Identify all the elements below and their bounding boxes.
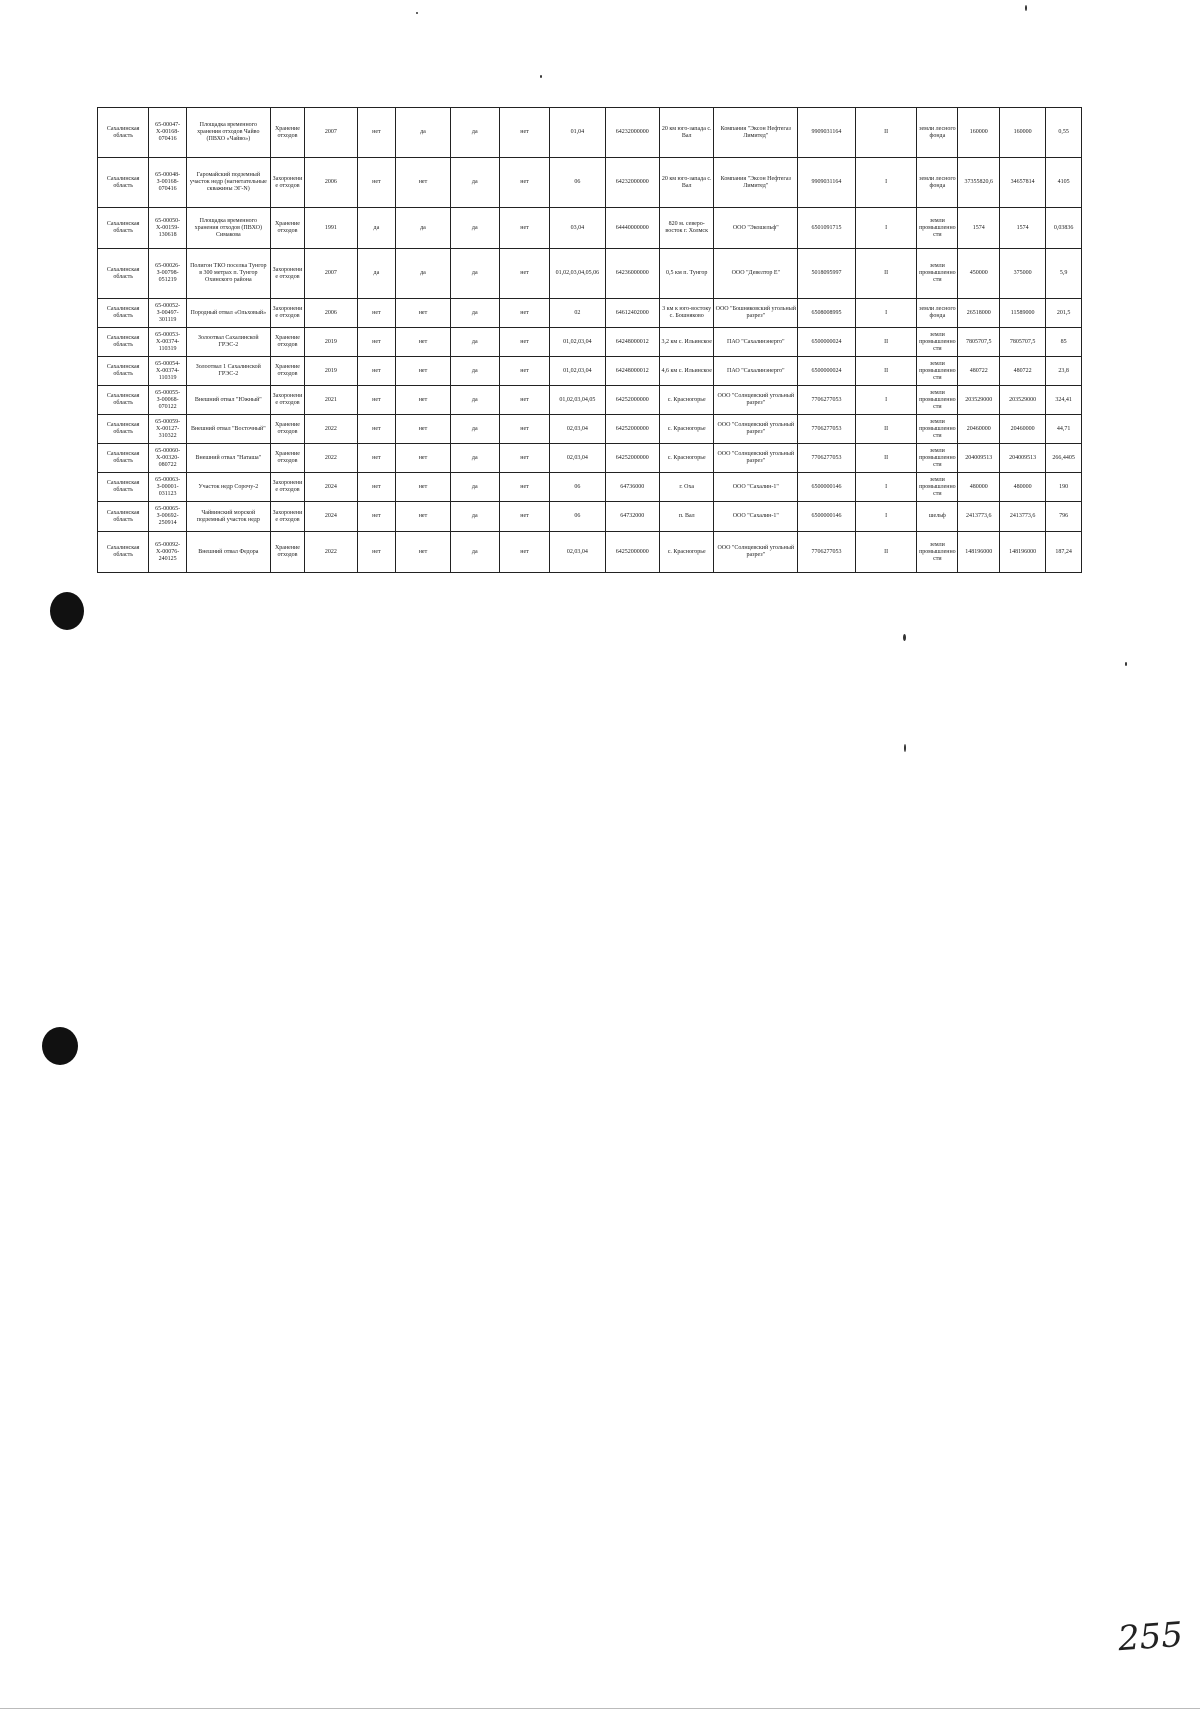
table-cell: 7706277053 xyxy=(798,444,856,473)
table-cell: ООО "Солнцевский угольный разрез" xyxy=(714,415,798,444)
table-row xyxy=(98,532,1082,573)
table-cell: Сахалинская область xyxy=(98,473,149,502)
table-cell: Хранение отходов xyxy=(270,108,305,158)
table-cell: 20 км юго-запада с. Вал xyxy=(660,158,714,208)
table-cell: 9909031164 xyxy=(798,158,856,208)
table-cell: 203529000 xyxy=(958,386,1000,415)
table-row xyxy=(98,208,1082,249)
table-cell: Хранение отходов xyxy=(270,444,305,473)
table-cell: 01,02,03,04 xyxy=(550,328,605,357)
table-cell: нет xyxy=(357,415,396,444)
table-cell: земли промышленности xyxy=(917,532,958,573)
table-cell: 2022 xyxy=(305,415,357,444)
table-cell: 65-00050-Х-00159-130618 xyxy=(149,208,187,249)
table-cell: нет xyxy=(396,502,450,532)
table-cell: 480722 xyxy=(1000,357,1046,386)
table-cell: 2019 xyxy=(305,328,357,357)
table-cell: земли лесного фонда xyxy=(917,299,958,328)
table-cell: да xyxy=(450,249,499,299)
table-cell: 64736000 xyxy=(605,473,659,502)
table-cell: нет xyxy=(396,415,450,444)
table-cell: 2022 xyxy=(305,532,357,573)
table-cell: 0,5 км п. Тунгор xyxy=(660,249,714,299)
table-cell: нет xyxy=(396,473,450,502)
scan-speck xyxy=(1125,662,1127,666)
table-cell: Внешний отвал "Южный" xyxy=(186,386,270,415)
table-cell: нет xyxy=(396,328,450,357)
table-cell: земли промышленности xyxy=(917,249,958,299)
table-cell: 65-00054-Х-00374-110319 xyxy=(149,357,187,386)
table-cell: Компания "Эксон Нефтегаз Лимитед" xyxy=(714,108,798,158)
table-cell: 64252000000 xyxy=(605,386,659,415)
table-cell: 37355820,6 xyxy=(958,158,1000,208)
table-cell: 324,41 xyxy=(1046,386,1082,415)
table-row xyxy=(98,299,1082,328)
table-cell: г. Оха xyxy=(660,473,714,502)
table-cell: ООО "Бошняковский угольный разрез" xyxy=(714,299,798,328)
table-cell: с. Красногорье xyxy=(660,444,714,473)
table-cell: Сахалинская область xyxy=(98,299,149,328)
table-cell: нет xyxy=(499,108,549,158)
table-cell: 7706277053 xyxy=(798,386,856,415)
table-cell: 203529000 xyxy=(1000,386,1046,415)
table-cell: 65-00052-З-00497-301119 xyxy=(149,299,187,328)
table-cell: нет xyxy=(357,299,396,328)
table-cell: да xyxy=(450,208,499,249)
table-cell: 64236000000 xyxy=(605,249,659,299)
table-cell: Сахалинская область xyxy=(98,357,149,386)
table-cell: 20460000 xyxy=(958,415,1000,444)
table-cell: земли промышленности xyxy=(917,357,958,386)
table-cell: 2413773,6 xyxy=(958,502,1000,532)
table-cell: земли промышленности xyxy=(917,415,958,444)
table-row xyxy=(98,328,1082,357)
table-cell: 64248000012 xyxy=(605,328,659,357)
table-cell: 65-00053-Х-00374-110319 xyxy=(149,328,187,357)
table-cell: II xyxy=(855,415,917,444)
table-cell: да xyxy=(396,108,450,158)
table-cell: 64440000000 xyxy=(605,208,659,249)
table-cell: да xyxy=(450,532,499,573)
table-cell: да xyxy=(450,386,499,415)
table-cell: 266,4405 xyxy=(1046,444,1082,473)
scan-speck xyxy=(1025,5,1027,11)
table-cell: 2022 xyxy=(305,444,357,473)
table-cell: ООО "Солнцевский угольный разрез" xyxy=(714,444,798,473)
table-cell: да xyxy=(450,328,499,357)
table-row xyxy=(98,108,1082,158)
table-cell: 160000 xyxy=(1000,108,1046,158)
table-cell: 148196000 xyxy=(958,532,1000,573)
table-cell: да xyxy=(396,208,450,249)
table-cell: 01,02,03,04,05,06 xyxy=(550,249,605,299)
table-cell: 02,03,04 xyxy=(550,532,605,573)
table-cell: 4,6 км с. Ильинское xyxy=(660,357,714,386)
registry-body xyxy=(98,108,1082,573)
hole-punch-mark-top xyxy=(50,592,84,630)
table-cell: Захоронение отходов xyxy=(270,386,305,415)
table-row xyxy=(98,249,1082,299)
table-cell: 5,9 xyxy=(1046,249,1082,299)
table-cell: 3,2 км с. Ильинское xyxy=(660,328,714,357)
table-cell: Площадка временного хранения отходов (ПВХО) Симакова xyxy=(186,208,270,249)
table-cell: 65-00055-З-00068-070122 xyxy=(149,386,187,415)
table-cell: Внешний отвал "Наташа" xyxy=(186,444,270,473)
table-cell: 480722 xyxy=(958,357,1000,386)
table-cell: 34657814 xyxy=(1000,158,1046,208)
table-cell: нет xyxy=(357,444,396,473)
table-cell: I xyxy=(855,158,917,208)
table-cell: да xyxy=(450,158,499,208)
table-cell: I xyxy=(855,386,917,415)
table-cell: 6500000024 xyxy=(798,357,856,386)
table-cell: Захоронение отходов xyxy=(270,158,305,208)
table-cell: 65-00065-З-00692-250914 xyxy=(149,502,187,532)
table-row xyxy=(98,386,1082,415)
table-cell: II xyxy=(855,444,917,473)
table-cell: 64252000000 xyxy=(605,532,659,573)
table-cell: Внешний отвал "Восточный" xyxy=(186,415,270,444)
table-cell: Сахалинская область xyxy=(98,502,149,532)
table-cell: 375000 xyxy=(1000,249,1046,299)
scan-speck xyxy=(540,75,542,78)
scan-speck xyxy=(904,744,906,752)
table-cell: нет xyxy=(499,444,549,473)
table-cell: да xyxy=(450,502,499,532)
table-cell: 480000 xyxy=(1000,473,1046,502)
table-cell: I xyxy=(855,502,917,532)
table-cell: II xyxy=(855,108,917,158)
table-cell: земли промышленности xyxy=(917,328,958,357)
table-cell: ООО "Сахалин-1" xyxy=(714,473,798,502)
table-cell: 1991 xyxy=(305,208,357,249)
table-cell: нет xyxy=(357,158,396,208)
table-cell: нет xyxy=(499,357,549,386)
table-cell: 6500000146 xyxy=(798,502,856,532)
table-cell: 23,8 xyxy=(1046,357,1082,386)
table-cell: нет xyxy=(499,415,549,444)
table-cell: нет xyxy=(396,386,450,415)
table-cell: II xyxy=(855,357,917,386)
table-cell: нет xyxy=(357,386,396,415)
table-cell: Сахалинская область xyxy=(98,386,149,415)
table-cell: Полигон ТКО поселка Тунгор в 300 метрах п. Тунгор Охинского района xyxy=(186,249,270,299)
table-cell: да xyxy=(357,249,396,299)
table-cell: нет xyxy=(396,299,450,328)
table-cell: земли лесного фонда xyxy=(917,108,958,158)
table-cell: 2006 xyxy=(305,158,357,208)
table-cell: 02,03,04 xyxy=(550,415,605,444)
table-cell: 796 xyxy=(1046,502,1082,532)
table-cell: с. Красногорье xyxy=(660,532,714,573)
table-cell: Гаромайский подземный участок недр (нагнетательные скважины ЭГ-N) xyxy=(186,158,270,208)
table-cell: I xyxy=(855,473,917,502)
table-cell: нет xyxy=(357,108,396,158)
table-cell: Захоронение отходов xyxy=(270,299,305,328)
table-cell: Сахалинская область xyxy=(98,108,149,158)
table-row xyxy=(98,502,1082,532)
table-cell: 190 xyxy=(1046,473,1082,502)
hole-punch-mark-bottom xyxy=(42,1027,78,1065)
table-cell: нет xyxy=(357,502,396,532)
table-cell: нет xyxy=(499,473,549,502)
table-cell: Сахалинская область xyxy=(98,532,149,573)
table-cell: Золоотвал Сахалинской ГРЭС-2 xyxy=(186,328,270,357)
table-cell: да xyxy=(396,249,450,299)
table-cell: I xyxy=(855,208,917,249)
table-cell: 204009513 xyxy=(958,444,1000,473)
table-cell: нет xyxy=(499,532,549,573)
scan-speck xyxy=(903,634,906,641)
table-cell: нет xyxy=(396,444,450,473)
table-cell: 64232000000 xyxy=(605,158,659,208)
table-cell: Хранение отходов xyxy=(270,328,305,357)
table-cell: Сахалинская область xyxy=(98,444,149,473)
table-cell: 06 xyxy=(550,473,605,502)
table-cell: 65-00047-Х-00168-070416 xyxy=(149,108,187,158)
table-cell: 7706277053 xyxy=(798,415,856,444)
table-cell: ПАО "Сахалинэнерго" xyxy=(714,357,798,386)
table-cell: 06 xyxy=(550,158,605,208)
table-cell: да xyxy=(450,415,499,444)
table-cell: 65-00059-Х-00127-310322 xyxy=(149,415,187,444)
table-cell: I xyxy=(855,299,917,328)
table-cell: нет xyxy=(396,158,450,208)
table-cell: 20 км юго-запада с. Вал xyxy=(660,108,714,158)
table-cell: II xyxy=(855,532,917,573)
table-cell: нет xyxy=(396,532,450,573)
table-cell: 65-00060-Х-00320-080722 xyxy=(149,444,187,473)
table-row xyxy=(98,357,1082,386)
table-cell: Золоотвал 1 Сахалинской ГРЭС-2 xyxy=(186,357,270,386)
table-cell: 5018095997 xyxy=(798,249,856,299)
table-cell: 2007 xyxy=(305,249,357,299)
table-cell: II xyxy=(855,249,917,299)
waste-facility-registry-table xyxy=(97,107,1082,573)
table-cell: 11589000 xyxy=(1000,299,1046,328)
table-cell: нет xyxy=(499,249,549,299)
table-cell: нет xyxy=(357,328,396,357)
table-cell: да xyxy=(450,357,499,386)
table-cell: да xyxy=(450,299,499,328)
table-row xyxy=(98,473,1082,502)
table-cell: ООО "Сахалин-1" xyxy=(714,502,798,532)
table-cell: 65-00063-З-00001-031123 xyxy=(149,473,187,502)
table-cell: ООО "Экошельф" xyxy=(714,208,798,249)
table-cell: 204009513 xyxy=(1000,444,1046,473)
table-cell: 4105 xyxy=(1046,158,1082,208)
table-cell: 7805707,5 xyxy=(1000,328,1046,357)
page-number: 255 xyxy=(1116,1614,1185,1660)
table-cell: 1574 xyxy=(1000,208,1046,249)
table-cell: нет xyxy=(357,357,396,386)
scan-edge-line xyxy=(0,1708,1200,1709)
table-cell: ООО "Девелтор Е" xyxy=(714,249,798,299)
table-cell: ООО "Солнцевский угольный разрез" xyxy=(714,532,798,573)
table-cell: 201,5 xyxy=(1046,299,1082,328)
table-cell: 02,03,04 xyxy=(550,444,605,473)
table-cell: Захоронение отходов xyxy=(270,473,305,502)
table-cell: 2024 xyxy=(305,502,357,532)
table-cell: да xyxy=(450,108,499,158)
table-cell: Захоронение отходов xyxy=(270,249,305,299)
table-cell: 65-00092-Х-00076-240125 xyxy=(149,532,187,573)
table-cell: Сахалинская область xyxy=(98,249,149,299)
table-cell: Хранение отходов xyxy=(270,208,305,249)
table-cell: Сахалинская область xyxy=(98,158,149,208)
table-cell: Чайвинский морской подземный участок недр xyxy=(186,502,270,532)
table-cell: земли промышленности xyxy=(917,444,958,473)
table-cell: Хранение отходов xyxy=(270,357,305,386)
table-cell: 64248000012 xyxy=(605,357,659,386)
table-cell: нет xyxy=(499,299,549,328)
table-cell: 2413773,6 xyxy=(1000,502,1046,532)
table-cell: нет xyxy=(499,502,549,532)
table-cell: Хранение отходов xyxy=(270,532,305,573)
table-cell: земли лесного фонда xyxy=(917,158,958,208)
table-cell: 2006 xyxy=(305,299,357,328)
table-cell: 01,04 xyxy=(550,108,605,158)
table-cell: 3 км к юго-востоку с. Бошняково xyxy=(660,299,714,328)
table-cell: 9909031164 xyxy=(798,108,856,158)
table-cell: земли промышленности xyxy=(917,386,958,415)
table-cell: 148196000 xyxy=(1000,532,1046,573)
table-cell: ООО "Солнцевский угольный разрез" xyxy=(714,386,798,415)
table-cell: 1574 xyxy=(958,208,1000,249)
table-cell: 2019 xyxy=(305,357,357,386)
table-cell: да xyxy=(357,208,396,249)
table-cell: ПАО "Сахалинэнерго" xyxy=(714,328,798,357)
table-cell: нет xyxy=(357,532,396,573)
table-cell: Внешний отвал Федора xyxy=(186,532,270,573)
table-cell: 01,02,03,04 xyxy=(550,357,605,386)
table-cell: 6500000024 xyxy=(798,328,856,357)
table-cell: 64232000000 xyxy=(605,108,659,158)
table-cell: шельф xyxy=(917,502,958,532)
table-row xyxy=(98,158,1082,208)
table-cell: 0,03836 xyxy=(1046,208,1082,249)
table-cell: земли промышленности xyxy=(917,473,958,502)
table-cell: нет xyxy=(499,328,549,357)
table-cell: 2007 xyxy=(305,108,357,158)
table-cell: 0,55 xyxy=(1046,108,1082,158)
table-cell: да xyxy=(450,444,499,473)
table-cell: п. Вал xyxy=(660,502,714,532)
table-cell: II xyxy=(855,328,917,357)
table-cell: 64612402000 xyxy=(605,299,659,328)
table-cell: Захоронение отходов xyxy=(270,502,305,532)
table-cell: 6501091715 xyxy=(798,208,856,249)
table-cell: 2021 xyxy=(305,386,357,415)
table-cell: 01,02,03,04,05 xyxy=(550,386,605,415)
table-cell: 02 xyxy=(550,299,605,328)
table-cell: 6500000146 xyxy=(798,473,856,502)
table-cell: нет xyxy=(396,357,450,386)
table-cell: Хранение отходов xyxy=(270,415,305,444)
table-cell: 06 xyxy=(550,502,605,532)
table-cell: с. Красногорье xyxy=(660,386,714,415)
table-cell: нет xyxy=(357,473,396,502)
table-cell: 20460000 xyxy=(1000,415,1046,444)
table-cell: 7706277053 xyxy=(798,532,856,573)
table-cell: Сахалинская область xyxy=(98,415,149,444)
table-cell: 65-00026-З-00798-051219 xyxy=(149,249,187,299)
table-cell: 160000 xyxy=(958,108,1000,158)
table-cell: 65-00048-З-00168-070416 xyxy=(149,158,187,208)
table-cell: нет xyxy=(499,158,549,208)
table-cell: 85 xyxy=(1046,328,1082,357)
table-cell: 2024 xyxy=(305,473,357,502)
scan-speck xyxy=(416,12,418,14)
table-cell: 64252000000 xyxy=(605,444,659,473)
table-cell: 64732000 xyxy=(605,502,659,532)
table-cell: да xyxy=(450,473,499,502)
table-row xyxy=(98,415,1082,444)
table-cell: 480000 xyxy=(958,473,1000,502)
table-cell: Сахалинская область xyxy=(98,208,149,249)
table-cell: 450000 xyxy=(958,249,1000,299)
table-cell: с. Красногорье xyxy=(660,415,714,444)
table-cell: нет xyxy=(499,208,549,249)
table-cell: 7805707,5 xyxy=(958,328,1000,357)
table-cell: Площадка временного хранения отходов Чайво (ПВХО «Чайво») xyxy=(186,108,270,158)
table-cell: 03,04 xyxy=(550,208,605,249)
table-cell: нет xyxy=(499,386,549,415)
table-cell: Компания "Эксон Нефтегаз Лимитед" xyxy=(714,158,798,208)
table-cell: Сахалинская область xyxy=(98,328,149,357)
table-cell: 6508008995 xyxy=(798,299,856,328)
table-row xyxy=(98,444,1082,473)
table-cell: 44,71 xyxy=(1046,415,1082,444)
table-cell: 26518000 xyxy=(958,299,1000,328)
table-cell: 820 м. северо-восток г. Холмск xyxy=(660,208,714,249)
table-cell: 64252000000 xyxy=(605,415,659,444)
table-cell: земли промышленности xyxy=(917,208,958,249)
table-cell: Породный отвал «Ольховый» xyxy=(186,299,270,328)
table-cell: 187,24 xyxy=(1046,532,1082,573)
table-cell: Участок недр Сорочу-2 xyxy=(186,473,270,502)
